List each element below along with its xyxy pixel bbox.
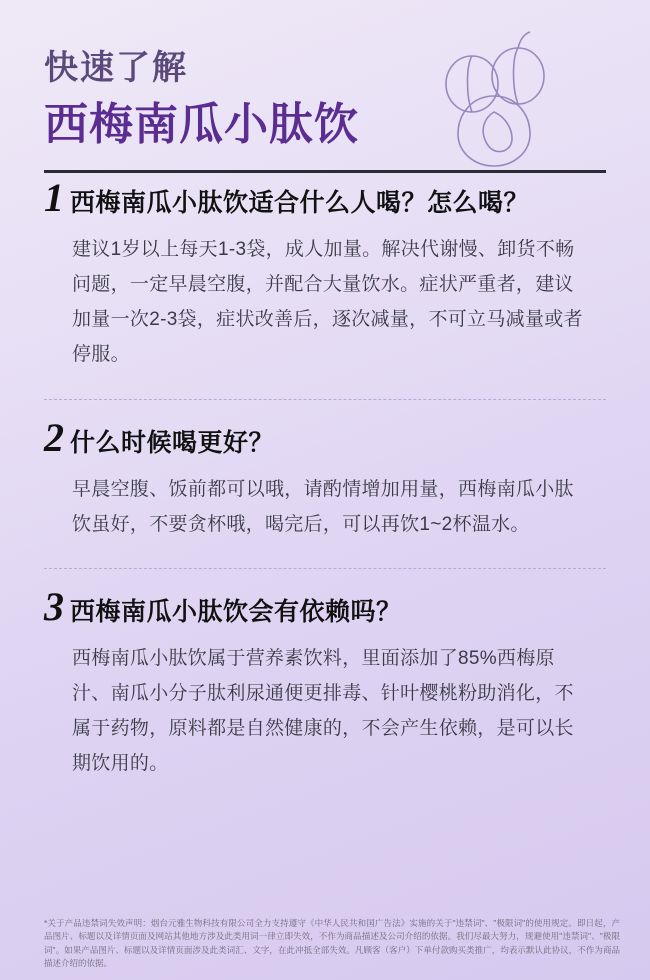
faq-question-row bbox=[44, 414, 606, 460]
faq-section-1 bbox=[44, 160, 606, 373]
faq-question-row bbox=[44, 175, 606, 220]
faq-answer: 早晨空腹、饭前都可以哦，请酌情增加用量，西梅南瓜小肽饮虽好，不要贪杯哦，喝完后，可以再饮1~2杯温水。 bbox=[72, 478, 574, 535]
faq-question: 西梅南瓜小肽饮适合什么人喝？怎么喝？ bbox=[70, 189, 530, 217]
faq-answer: 建议1岁以上每天1-3袋，成人加量。解决代谢慢、卸货不畅问题，一定早晨空腹，并配合大量饮水。症状严重者，建议加量一次2-3袋，症状改善后，逐次减量，不可立马减量或者停服。 bbox=[72, 239, 583, 366]
faq-number: 3 bbox=[44, 583, 64, 629]
faq-number: 1 bbox=[44, 175, 64, 220]
faq-question: 西梅南瓜小肽饮会有依赖吗？ bbox=[70, 597, 402, 626]
faq-question: 什么时候喝更好？ bbox=[70, 428, 275, 457]
faq-section-2 bbox=[44, 400, 606, 542]
legal-disclaimer: *关于产品违禁词失效声明：烟台元雅生物科技有限公司全力支持遵守《中华人民共和国广告法》实施的关于"违禁词"、"极限词"的使用规定。即日起，产品图片、标题以及详情页面及网站其他地方涉及此类用词一律立即失效，不作为商品描述及公司介绍的依据。我们尽最大努力，规避使用"违禁词"、"极限词"。如果产品图片、标题以及详情页面涉及此类词汇、文字，在此冲抵全部失效。凡顾客（客户）下单付款购买类推广，均表示默认此协议，不作为商品描述介绍的依据。 bbox=[44, 918, 620, 968]
faq-section-3 bbox=[44, 569, 606, 782]
faq-answer: 西梅南瓜小肽饮属于营养素饮料，里面添加了85%西梅原汁、南瓜小分子肽利尿通便更排毒、针叶樱桃粉助消化，不属于药物，原料都是自然健康的，不会产生依赖，是可以长期饮用的。 bbox=[72, 647, 574, 775]
page-title: 快速了解 bbox=[44, 49, 188, 87]
plum-fruit-illustration-icon bbox=[406, 26, 566, 176]
page-header bbox=[44, 0, 606, 160]
faq-number: 2 bbox=[44, 414, 64, 460]
product-name-title: 西梅南瓜小肽饮 bbox=[44, 99, 359, 149]
faq-question-row bbox=[44, 583, 606, 629]
